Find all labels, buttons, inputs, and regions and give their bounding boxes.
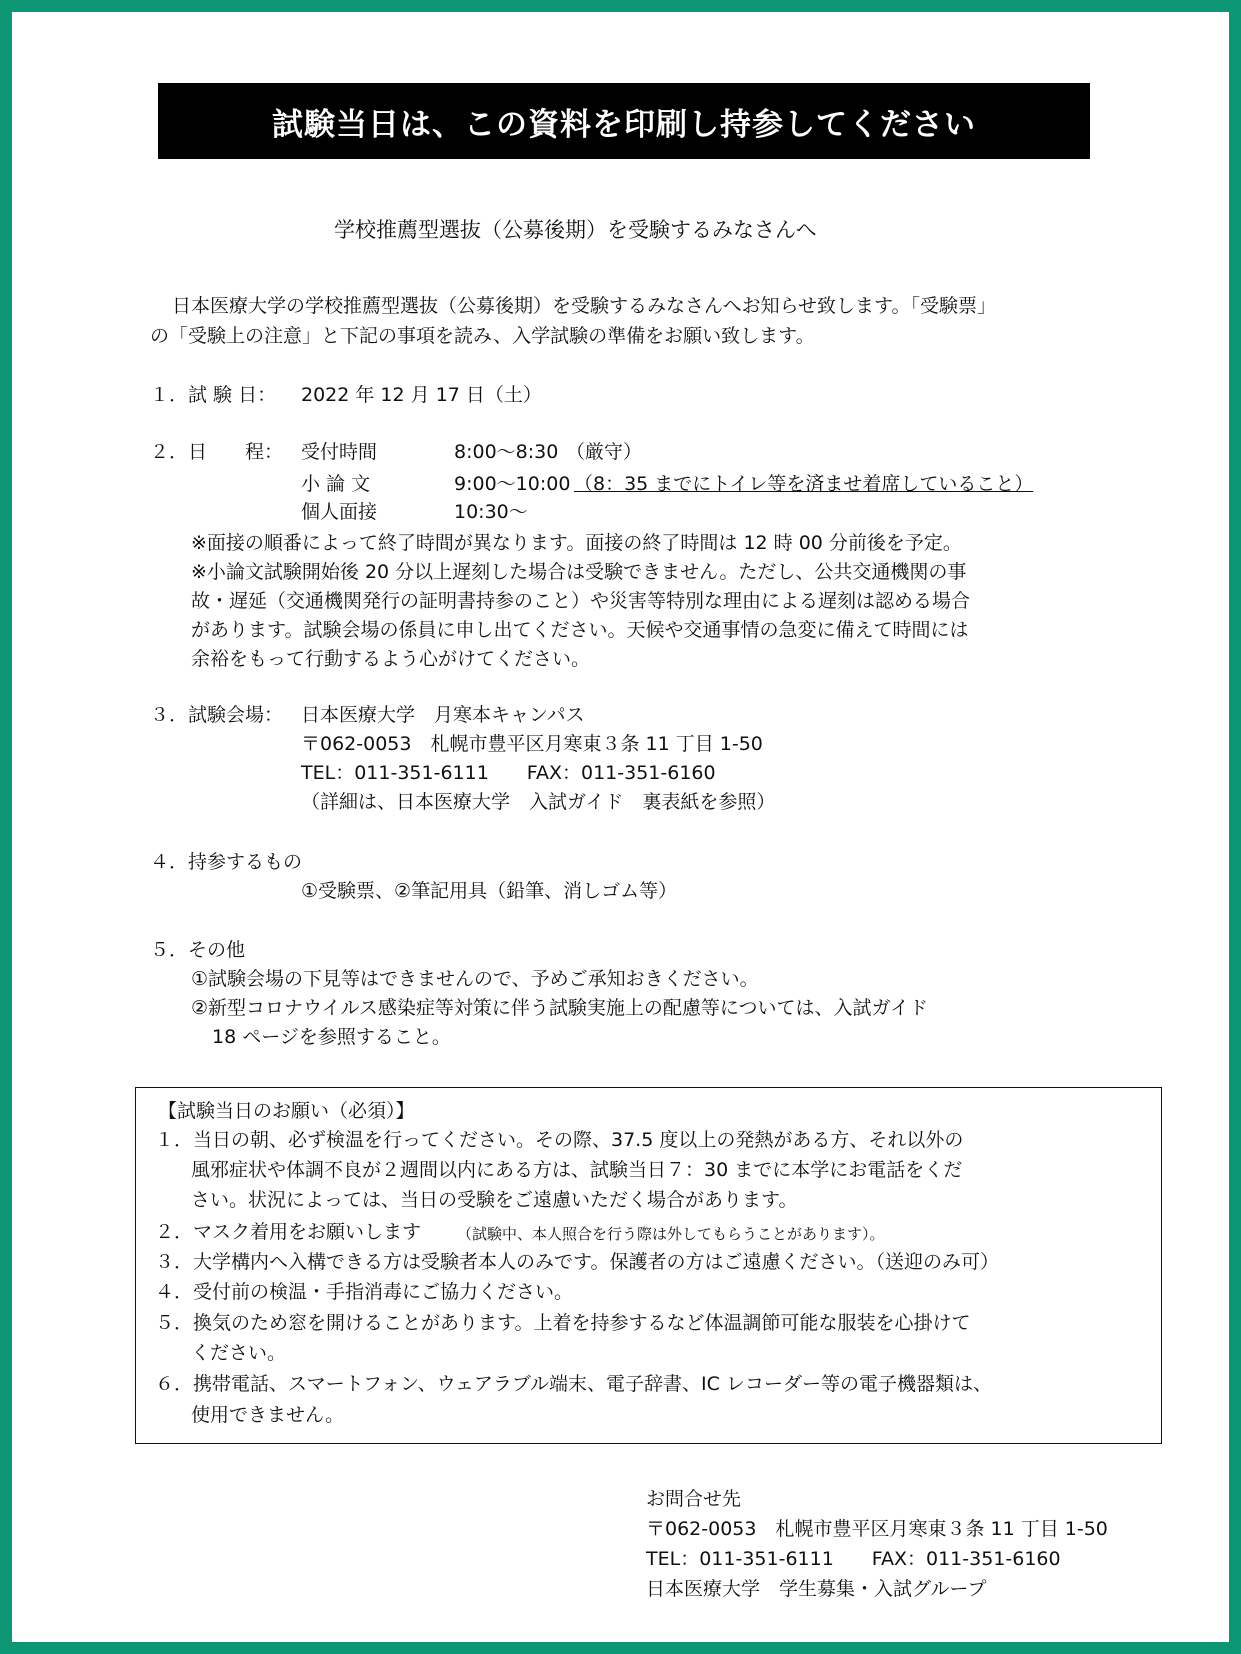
- schedule-note: があります。試験会場の係員に申し出てください。天候や交通事情の急変に備えて時間には: [191, 619, 969, 641]
- request-line: ２．マスク着用をお願いします: [155, 1221, 422, 1243]
- schedule-row-name: 小 論 文: [301, 473, 371, 495]
- schedule-label: ２．日 程：: [150, 441, 284, 463]
- schedule-row-note: （厳守）: [566, 441, 643, 463]
- exam-date-label: １．試 験 日：: [150, 384, 277, 406]
- schedule-row-note: （8：35 までにトイレ等を済ませ着席していること）: [574, 473, 1034, 495]
- request-line: １．当日の朝、必ず検温を行ってください。その際、37.5 度以上の発熱がある方、それ以外の: [155, 1129, 964, 1151]
- contact-department: 日本医療大学 学生募集・入試グループ: [646, 1578, 987, 1600]
- document-subtitle: 学校推薦型選抜（公募後期）を受験するみなさんへ: [334, 218, 817, 242]
- schedule-row-time: 10:30～: [454, 501, 528, 523]
- intro-line-2: の「受験上の注意」と下記の事項を読み、入学試験の準備をお願い致します。: [150, 325, 815, 347]
- contact-heading: お問合せ先: [646, 1488, 742, 1510]
- schedule-row-name: 受付時間: [301, 441, 378, 463]
- contact-address: 〒062-0053 札幌市豊平区月寒東３条 11 丁目 1-50: [646, 1518, 1108, 1540]
- schedule-note: ※小論文試験開始後 20 分以上遅刻した場合は受験できません。ただし、公共交通機関の事: [191, 561, 967, 583]
- request-line-note: （試験中、本人照合を行う際は外してもらうことがあります）。: [457, 1225, 885, 1243]
- exam-date-value: 2022 年 12 月 17 日（土）: [301, 384, 542, 406]
- request-line: ５．換気のため窓を開けることがあります。上着を持参するなど体温調節可能な服装を心掛けて: [155, 1312, 971, 1334]
- venue-label: ３．試験会場：: [150, 704, 284, 726]
- schedule-note: 余裕をもって行動するよう心がけてください。: [191, 648, 591, 670]
- contact-phone: TEL：011-351-6111 FAX：011-351-6160: [646, 1548, 1061, 1570]
- request-line: ６．携帯電話、スマートフォン、ウェアラブル端末、電子辞書、IC レコーダー等の電子機器類は、: [155, 1373, 992, 1395]
- request-line: さい。状況によっては、当日の受験をご遠慮いただく場合があります。: [191, 1189, 798, 1211]
- other-label: ５．その他: [150, 939, 246, 961]
- venue-line: TEL：011-351-6111 FAX：011-351-6160: [301, 762, 716, 784]
- other-line: 18 ページを参照すること。: [212, 1026, 451, 1048]
- request-line: ３．大学構内へ入構できる方は受験者本人のみです。保護者の方はご遠慮ください。（送迎のみ可）: [155, 1251, 999, 1273]
- request-line: ください。: [191, 1342, 287, 1364]
- schedule-note: 故・遅延（交通機関発行の証明書持参のこと）や災害等特別な理由による遅刻は認める場合: [191, 590, 971, 612]
- venue-line: 〒062-0053 札幌市豊平区月寒東３条 11 丁目 1-50: [301, 733, 763, 755]
- schedule-row-time: 9:00～10:00: [454, 473, 571, 495]
- items-label: ４．持参するもの: [150, 851, 303, 873]
- venue-line: （詳細は、日本医療大学 入試ガイド 裏表紙を参照）: [301, 791, 776, 813]
- other-line: ①試験会場の下見等はできませんので、予めご承知おきください。: [191, 968, 759, 990]
- request-line: 風邪症状や体調不良が２週間以内にある方は、試験当日７：30 までに本学にお電話をくだ: [191, 1159, 963, 1181]
- schedule-row-name: 個人面接: [301, 501, 378, 523]
- request-line: 使用できません。: [191, 1404, 345, 1426]
- requests-title: 【試験当日のお願い（必須）】: [158, 1100, 415, 1122]
- venue-line: 日本医療大学 月寒本キャンパス: [301, 704, 585, 726]
- schedule-note: ※面接の順番によって終了時間が異なります。面接の終了時間は 12 時 00 分前後を予定。: [191, 532, 962, 554]
- schedule-row-time: 8:00～8:30: [454, 441, 559, 463]
- other-line: ②新型コロナウイルス感染症等対策に伴う試験実施上の配慮等については、入試ガイド: [191, 997, 928, 1019]
- items-value: ①受験票、②筆記用具（鉛筆、消しゴム等）: [301, 880, 678, 902]
- print-notice-banner: 試験当日は、この資料を印刷し持参してください: [158, 83, 1090, 159]
- request-line: ４．受付前の検温・手指消毒にご協力ください。: [155, 1281, 574, 1303]
- intro-line-1: 日本医療大学の学校推薦型選抜（公募後期）を受験するみなさんへお知らせ致します。「受験票」: [172, 295, 997, 317]
